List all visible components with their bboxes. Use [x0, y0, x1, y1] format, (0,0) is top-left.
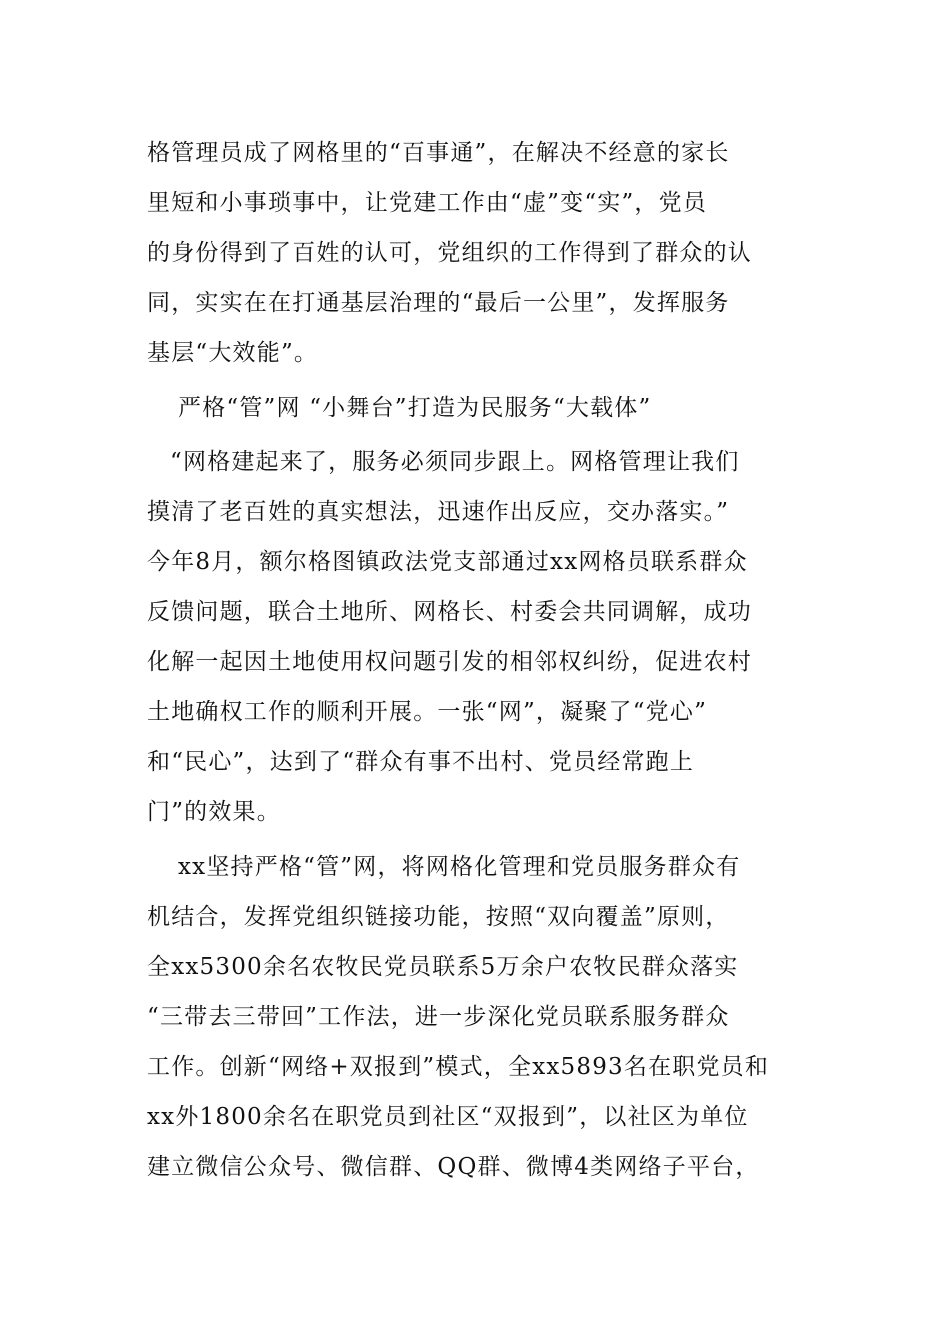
paragraph-1-line-3: 的身份得到了百姓的认可，党组织的工作得到了群众的认	[147, 240, 752, 266]
paragraph-3-line-6: xx外1800余名在职党员到社区“双报到”，以社区为单位	[147, 1104, 749, 1130]
paragraph-3-line-1: xx坚持严格“管”网，将网格化管理和党员服务群众有	[178, 854, 741, 880]
paragraph-2-line-3: 今年8月，额尔格图镇政法党支部通过xx网格员联系群众	[147, 549, 748, 575]
paragraph-3-line-3: 全xx5300余名农牧民党员联系5万余户农牧民群众落实	[147, 954, 739, 980]
paragraph-1-line-4: 同，实实在在打通基层治理的“最后一公里”，发挥服务	[147, 290, 730, 316]
paragraph-2-line-4: 反馈问题，联合土地所、网格长、村委会共同调解，成功	[147, 599, 752, 625]
paragraph-3-line-7: 建立微信公众号、微信群、QQ群、微博4类网络子平台，	[147, 1154, 760, 1180]
paragraph-1-line-5: 基层“大效能”。	[147, 340, 319, 366]
paragraph-2-line-1: “网格建起来了，服务必须同步跟上。网格管理让我们	[170, 449, 740, 475]
paragraph-2-line-7: 和“民心”，达到了“群众有事不出村、党员经常跑上	[147, 749, 695, 775]
paragraph-3-line-2: 机结合，发挥党组织链接功能，按照“双向覆盖”原则，	[147, 904, 730, 930]
paragraph-3-line-4: “三带去三带回”工作法，进一步深化党员联系服务群众	[147, 1004, 730, 1030]
paragraph-2-line-6: 土地确权工作的顺利开展。一张“网”，凝聚了“党心”	[147, 699, 708, 725]
paragraph-1-line-1: 格管理员成了网格里的“百事通”，在解决不经意的家长	[147, 140, 730, 166]
paragraph-3-line-5: 工作。创新“网络+双报到”模式，全xx5893名在职党员和	[147, 1054, 770, 1080]
paragraph-2-line-8: 门”的效果。	[147, 799, 281, 825]
section-heading: 严格“管”网 “小舞台”打造为民服务“大载体”	[178, 395, 652, 421]
paragraph-1-line-2: 里短和小事琐事中，让党建工作由“虚”变“实”，党员	[147, 190, 708, 216]
paragraph-2-line-2: 摸清了老百姓的真实想法，迅速作出反应，交办落实。”	[147, 499, 730, 525]
paragraph-2-line-5: 化解一起因土地使用权问题引发的相邻权纠纷，促进农村	[147, 649, 752, 675]
